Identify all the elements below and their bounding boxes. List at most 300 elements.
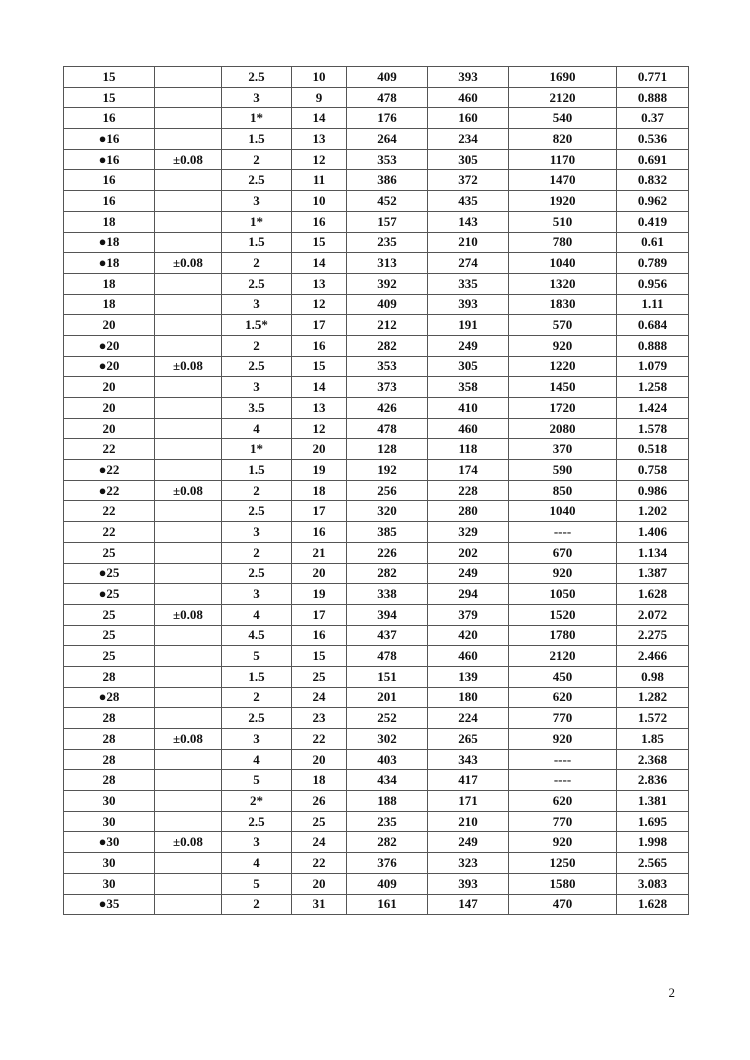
- table-cell: ●25: [64, 584, 155, 605]
- table-cell: ----: [509, 749, 617, 770]
- table-cell: 11: [292, 170, 347, 191]
- table-cell: 2.5: [222, 67, 292, 88]
- table-cell: 191: [428, 315, 509, 336]
- table-cell: 920: [509, 563, 617, 584]
- table-cell: 16: [64, 170, 155, 191]
- table-row: [64, 149, 689, 170]
- table-cell: [155, 294, 222, 315]
- table-row: [64, 791, 689, 812]
- table-cell: 4: [222, 418, 292, 439]
- table-row: [64, 439, 689, 460]
- table-cell: 264: [347, 129, 428, 150]
- table-cell: ±0.08: [155, 149, 222, 170]
- table-cell: [155, 770, 222, 791]
- table-cell: 1.628: [617, 584, 689, 605]
- table-row: [64, 604, 689, 625]
- table-row: [64, 687, 689, 708]
- table-cell: 16: [292, 522, 347, 543]
- table-row: [64, 67, 689, 88]
- table-row: [64, 522, 689, 543]
- table-cell: 2: [222, 335, 292, 356]
- table-cell: 420: [428, 625, 509, 646]
- table-cell: 393: [428, 873, 509, 894]
- table-cell: 28: [64, 729, 155, 750]
- table-cell: [155, 232, 222, 253]
- table-cell: 16: [64, 108, 155, 129]
- table-cell: 15: [292, 646, 347, 667]
- table-row: [64, 356, 689, 377]
- table-row: [64, 211, 689, 232]
- table-row: [64, 170, 689, 191]
- table-cell: 16: [64, 191, 155, 212]
- table-cell: 1.5: [222, 460, 292, 481]
- table-cell: 670: [509, 542, 617, 563]
- table-cell: 3.5: [222, 398, 292, 419]
- table-cell: 15: [64, 87, 155, 108]
- table-cell: 25: [292, 811, 347, 832]
- table-cell: 5: [222, 770, 292, 791]
- table-cell: 3: [222, 191, 292, 212]
- table-cell: 1*: [222, 108, 292, 129]
- table-cell: 13: [292, 398, 347, 419]
- table-cell: ●35: [64, 894, 155, 915]
- table-cell: 14: [292, 253, 347, 274]
- table-cell: 25: [64, 542, 155, 563]
- table-cell: 2120: [509, 87, 617, 108]
- table-cell: [155, 791, 222, 812]
- table-cell: 1.5: [222, 129, 292, 150]
- table-cell: 0.962: [617, 191, 689, 212]
- table-cell: 460: [428, 87, 509, 108]
- table-cell: 1.258: [617, 377, 689, 398]
- table-cell: 478: [347, 646, 428, 667]
- table-cell: 5: [222, 646, 292, 667]
- table-cell: 1.5: [222, 232, 292, 253]
- table-cell: 30: [64, 811, 155, 832]
- table-row: [64, 584, 689, 605]
- table-cell: 16: [292, 335, 347, 356]
- table-cell: 450: [509, 666, 617, 687]
- table-cell: 20: [64, 418, 155, 439]
- table-cell: ●16: [64, 149, 155, 170]
- table-row: [64, 749, 689, 770]
- table-cell: [155, 315, 222, 336]
- table-cell: ±0.08: [155, 253, 222, 274]
- table-cell: 3: [222, 832, 292, 853]
- table-cell: 1450: [509, 377, 617, 398]
- table-cell: 17: [292, 501, 347, 522]
- table-cell: 143: [428, 211, 509, 232]
- table-cell: 282: [347, 335, 428, 356]
- table-cell: 25: [292, 666, 347, 687]
- table-row: [64, 294, 689, 315]
- table-cell: 460: [428, 418, 509, 439]
- table-cell: 118: [428, 439, 509, 460]
- table-cell: 620: [509, 687, 617, 708]
- table-cell: 280: [428, 501, 509, 522]
- table-cell: 20: [292, 439, 347, 460]
- table-row: [64, 480, 689, 501]
- table-cell: 0.758: [617, 460, 689, 481]
- table-cell: 2: [222, 894, 292, 915]
- table-row: [64, 729, 689, 750]
- table-cell: ±0.08: [155, 480, 222, 501]
- table-cell: 25: [64, 625, 155, 646]
- table-cell: 2.368: [617, 749, 689, 770]
- table-cell: 1520: [509, 604, 617, 625]
- table-cell: 160: [428, 108, 509, 129]
- table-cell: 2.5: [222, 563, 292, 584]
- table-cell: 1.578: [617, 418, 689, 439]
- table-cell: 373: [347, 377, 428, 398]
- table-row: [64, 625, 689, 646]
- table-cell: 437: [347, 625, 428, 646]
- table-cell: 0.789: [617, 253, 689, 274]
- table-cell: 15: [292, 356, 347, 377]
- table-cell: 470: [509, 894, 617, 915]
- table-cell: 1830: [509, 294, 617, 315]
- table-cell: 210: [428, 232, 509, 253]
- table-cell: [155, 439, 222, 460]
- table-cell: 2: [222, 253, 292, 274]
- table-cell: 2.565: [617, 853, 689, 874]
- table-cell: 234: [428, 129, 509, 150]
- table-cell: 372: [428, 170, 509, 191]
- table-cell: 0.518: [617, 439, 689, 460]
- table-cell: 20: [292, 563, 347, 584]
- table-cell: 249: [428, 563, 509, 584]
- table-cell: 201: [347, 687, 428, 708]
- table-cell: 3: [222, 87, 292, 108]
- table-cell: [155, 418, 222, 439]
- table-cell: 18: [64, 273, 155, 294]
- table-cell: 3: [222, 522, 292, 543]
- table-cell: 294: [428, 584, 509, 605]
- table-cell: 25: [64, 604, 155, 625]
- table-cell: ±0.08: [155, 729, 222, 750]
- table-cell: 570: [509, 315, 617, 336]
- table-cell: 28: [64, 770, 155, 791]
- table-cell: [155, 501, 222, 522]
- table-cell: 17: [292, 604, 347, 625]
- table-cell: 353: [347, 149, 428, 170]
- table-cell: 10: [292, 67, 347, 88]
- table-cell: 282: [347, 832, 428, 853]
- table-cell: 770: [509, 708, 617, 729]
- table-cell: 1.998: [617, 832, 689, 853]
- table-cell: 920: [509, 832, 617, 853]
- table-cell: 15: [292, 232, 347, 253]
- table-cell: 28: [64, 666, 155, 687]
- table-cell: 1.11: [617, 294, 689, 315]
- table-cell: 2.275: [617, 625, 689, 646]
- table-cell: 25: [64, 646, 155, 667]
- table-cell: 770: [509, 811, 617, 832]
- table-cell: [155, 542, 222, 563]
- table-row: [64, 501, 689, 522]
- table-cell: 0.419: [617, 211, 689, 232]
- table-cell: ●30: [64, 832, 155, 853]
- table-cell: 2.5: [222, 273, 292, 294]
- table-row: [64, 232, 689, 253]
- table-cell: 2120: [509, 646, 617, 667]
- table-cell: 3: [222, 377, 292, 398]
- table-cell: 235: [347, 811, 428, 832]
- table-row: [64, 398, 689, 419]
- table-cell: 403: [347, 749, 428, 770]
- table-cell: 338: [347, 584, 428, 605]
- table-cell: 12: [292, 294, 347, 315]
- table-cell: 1.079: [617, 356, 689, 377]
- table-cell: [155, 666, 222, 687]
- table-cell: 1170: [509, 149, 617, 170]
- table-row: [64, 87, 689, 108]
- table-row: [64, 853, 689, 874]
- table-cell: [155, 687, 222, 708]
- table-cell: ±0.08: [155, 356, 222, 377]
- table-cell: 0.684: [617, 315, 689, 336]
- table-cell: 392: [347, 273, 428, 294]
- table-cell: 386: [347, 170, 428, 191]
- table-cell: 343: [428, 749, 509, 770]
- table-row: [64, 832, 689, 853]
- table-cell: [155, 853, 222, 874]
- table-cell: 13: [292, 129, 347, 150]
- table-cell: 426: [347, 398, 428, 419]
- table-cell: [155, 873, 222, 894]
- table-cell: 0.832: [617, 170, 689, 191]
- table-cell: 1470: [509, 170, 617, 191]
- table-cell: 252: [347, 708, 428, 729]
- table-cell: 820: [509, 129, 617, 150]
- table-cell: 188: [347, 791, 428, 812]
- table-cell: [155, 377, 222, 398]
- table-cell: 161: [347, 894, 428, 915]
- table-cell: 12: [292, 149, 347, 170]
- table-cell: 226: [347, 542, 428, 563]
- table-cell: 1.628: [617, 894, 689, 915]
- table-cell: 0.691: [617, 149, 689, 170]
- table-cell: 434: [347, 770, 428, 791]
- table-cell: [155, 398, 222, 419]
- table-cell: ●22: [64, 460, 155, 481]
- table-cell: 1780: [509, 625, 617, 646]
- table-cell: 24: [292, 687, 347, 708]
- table-cell: 228: [428, 480, 509, 501]
- table-cell: 10: [292, 191, 347, 212]
- table-cell: ●25: [64, 563, 155, 584]
- table-cell: [155, 108, 222, 129]
- table-cell: ●18: [64, 253, 155, 274]
- table-cell: 1040: [509, 501, 617, 522]
- table-cell: 620: [509, 791, 617, 812]
- table-cell: 176: [347, 108, 428, 129]
- table-cell: 31: [292, 894, 347, 915]
- table-cell: 0.536: [617, 129, 689, 150]
- table-row: [64, 811, 689, 832]
- table-cell: [155, 584, 222, 605]
- table-cell: 30: [64, 791, 155, 812]
- table-row: [64, 708, 689, 729]
- table-cell: [155, 811, 222, 832]
- table-cell: 0.888: [617, 335, 689, 356]
- table-cell: 265: [428, 729, 509, 750]
- table-cell: 30: [64, 873, 155, 894]
- table-cell: 20: [292, 873, 347, 894]
- table-cell: 18: [292, 770, 347, 791]
- table-cell: 1.424: [617, 398, 689, 419]
- table-cell: 2*: [222, 791, 292, 812]
- table-cell: 16: [292, 625, 347, 646]
- table-cell: 157: [347, 211, 428, 232]
- table-cell: 302: [347, 729, 428, 750]
- table-cell: 435: [428, 191, 509, 212]
- table-row: [64, 377, 689, 398]
- table-cell: 4: [222, 604, 292, 625]
- table-cell: 274: [428, 253, 509, 274]
- table-cell: 379: [428, 604, 509, 625]
- table-cell: 28: [64, 749, 155, 770]
- table-cell: 370: [509, 439, 617, 460]
- table-cell: [155, 563, 222, 584]
- table-cell: 4: [222, 853, 292, 874]
- table-cell: 850: [509, 480, 617, 501]
- table-cell: [155, 211, 222, 232]
- table-cell: 1720: [509, 398, 617, 419]
- table-cell: 320: [347, 501, 428, 522]
- table-cell: 0.956: [617, 273, 689, 294]
- table-cell: 15: [64, 67, 155, 88]
- table-cell: 329: [428, 522, 509, 543]
- table-cell: 23: [292, 708, 347, 729]
- table-cell: 1580: [509, 873, 617, 894]
- page-number: 2: [668, 985, 675, 1000]
- table-cell: 18: [292, 480, 347, 501]
- table-cell: [155, 625, 222, 646]
- table-cell: 2.5: [222, 811, 292, 832]
- table-row: [64, 273, 689, 294]
- table-cell: ●16: [64, 129, 155, 150]
- table-cell: 393: [428, 294, 509, 315]
- table-cell: 17: [292, 315, 347, 336]
- table-cell: 28: [64, 708, 155, 729]
- table-row: [64, 129, 689, 150]
- table-cell: 417: [428, 770, 509, 791]
- table-cell: 3.083: [617, 873, 689, 894]
- table-cell: 335: [428, 273, 509, 294]
- table-cell: ●18: [64, 232, 155, 253]
- table-cell: 1050: [509, 584, 617, 605]
- table-cell: 14: [292, 108, 347, 129]
- table-cell: ●22: [64, 480, 155, 501]
- table-cell: 1.5*: [222, 315, 292, 336]
- table-cell: 256: [347, 480, 428, 501]
- table-cell: 19: [292, 584, 347, 605]
- table-row: [64, 335, 689, 356]
- table-cell: 19: [292, 460, 347, 481]
- table-row: [64, 894, 689, 915]
- table-cell: 12: [292, 418, 347, 439]
- table-cell: 540: [509, 108, 617, 129]
- table-cell: 1690: [509, 67, 617, 88]
- table-cell: 18: [64, 294, 155, 315]
- table-row: [64, 873, 689, 894]
- table-cell: 210: [428, 811, 509, 832]
- table-cell: [155, 129, 222, 150]
- table-cell: 2.466: [617, 646, 689, 667]
- table-cell: 22: [64, 439, 155, 460]
- table-cell: 2: [222, 687, 292, 708]
- table-cell: [155, 708, 222, 729]
- table-cell: 139: [428, 666, 509, 687]
- table-row: [64, 315, 689, 336]
- table-cell: 202: [428, 542, 509, 563]
- table-cell: 393: [428, 67, 509, 88]
- table-cell: 26: [292, 791, 347, 812]
- table-cell: 20: [64, 398, 155, 419]
- table-cell: 1.5: [222, 666, 292, 687]
- table-cell: 1220: [509, 356, 617, 377]
- table-cell: 2080: [509, 418, 617, 439]
- table-cell: 20: [64, 315, 155, 336]
- table-cell: 1.381: [617, 791, 689, 812]
- table-cell: 1.202: [617, 501, 689, 522]
- table-cell: 2.5: [222, 501, 292, 522]
- table-cell: 1040: [509, 253, 617, 274]
- table-cell: [155, 191, 222, 212]
- table-cell: ----: [509, 770, 617, 791]
- table-cell: 0.986: [617, 480, 689, 501]
- table-cell: 1.406: [617, 522, 689, 543]
- table-row: [64, 770, 689, 791]
- table-cell: 323: [428, 853, 509, 874]
- table-cell: 22: [64, 501, 155, 522]
- table-cell: 147: [428, 894, 509, 915]
- table-cell: ●28: [64, 687, 155, 708]
- table-cell: 313: [347, 253, 428, 274]
- table-cell: [155, 87, 222, 108]
- table-cell: 2: [222, 542, 292, 563]
- table-row: [64, 646, 689, 667]
- table-cell: 920: [509, 335, 617, 356]
- table-cell: 0.771: [617, 67, 689, 88]
- table-cell: 22: [64, 522, 155, 543]
- table-row: [64, 418, 689, 439]
- table-cell: [155, 273, 222, 294]
- table-cell: [155, 67, 222, 88]
- table-cell: 1*: [222, 211, 292, 232]
- table-cell: 0.888: [617, 87, 689, 108]
- table-cell: 282: [347, 563, 428, 584]
- table-cell: ----: [509, 522, 617, 543]
- table-cell: 510: [509, 211, 617, 232]
- table-cell: ±0.08: [155, 832, 222, 853]
- table-cell: 920: [509, 729, 617, 750]
- table-cell: 1920: [509, 191, 617, 212]
- table-cell: [155, 749, 222, 770]
- table-cell: [155, 460, 222, 481]
- table-cell: 478: [347, 87, 428, 108]
- table-cell: [155, 646, 222, 667]
- table-cell: 9: [292, 87, 347, 108]
- table-cell: 410: [428, 398, 509, 419]
- table-row: [64, 460, 689, 481]
- table-cell: 2.836: [617, 770, 689, 791]
- table-cell: 3: [222, 584, 292, 605]
- table-cell: [155, 894, 222, 915]
- table-row: [64, 542, 689, 563]
- table-cell: 2: [222, 149, 292, 170]
